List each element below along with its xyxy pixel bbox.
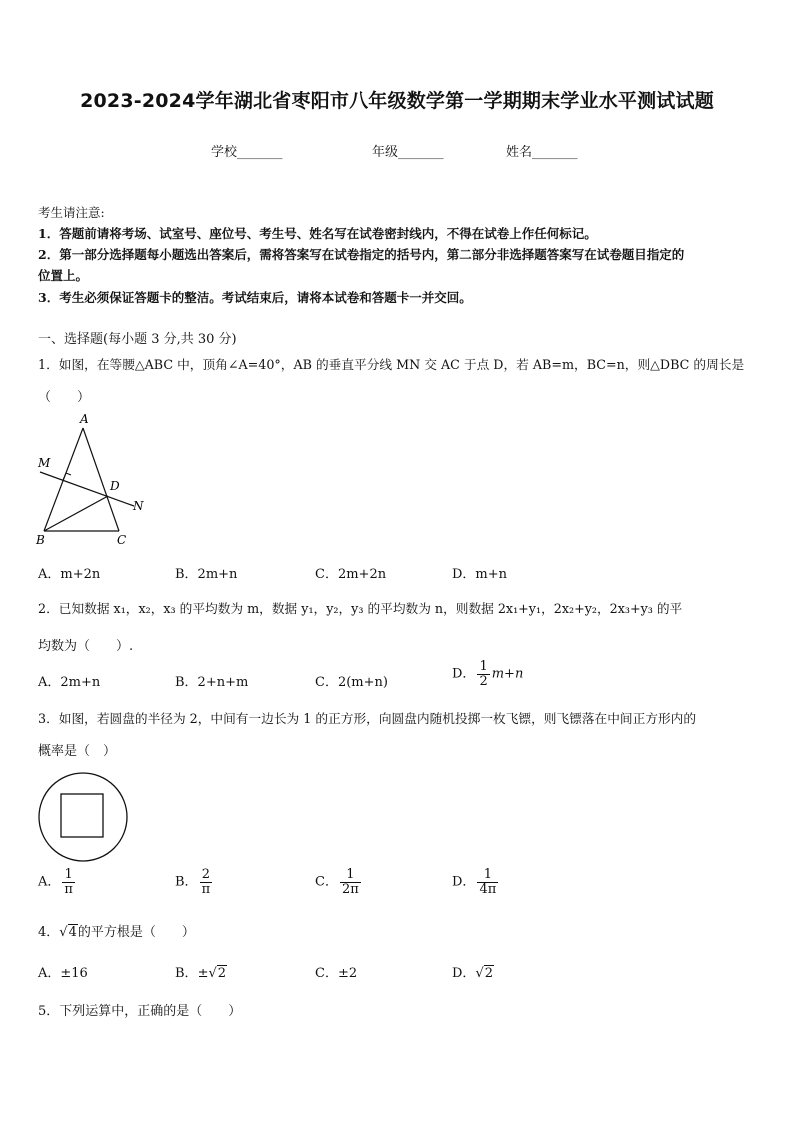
label-A: A	[80, 412, 89, 426]
q2-option-d	[452, 660, 523, 688]
q1-option-c: C．2m+2n	[315, 567, 387, 582]
question-3-text: 3．如图，若圆盘的半径为 2，中间有一边长为 1 的正方形，向圆盘内随机投掷一枚飞镖，则飞镖落在中间正方形内的	[38, 711, 696, 726]
notice-heading: 考生请注意:	[38, 205, 105, 220]
question-4-text	[38, 921, 195, 940]
option-label: B．	[175, 966, 198, 981]
label-D: D	[110, 479, 120, 493]
q2-option-b: B．2+n+m	[175, 675, 249, 690]
notice-item: 3．考生必须保证答题卡的整洁。考试结束后，请将本试卷和答题卡一并交回。	[38, 290, 472, 305]
grade-blank: _______	[398, 145, 444, 160]
sqrt-radicand: 2	[217, 966, 227, 981]
fraction	[200, 868, 213, 896]
notice-item: 1．答题前请将考场、试室号、座位号、考生号、姓名写在试卷密封线内，不得在试卷上作任何标记。	[38, 226, 597, 241]
option-label: D．	[452, 966, 476, 981]
fraction	[62, 868, 75, 896]
q3-option-d	[452, 868, 500, 896]
label-C: C	[117, 533, 127, 547]
denominator: 4π	[479, 881, 497, 897]
question-4-suffix: 的平方根是（ ）	[77, 925, 195, 940]
grade-field	[372, 141, 444, 160]
section-heading: 一、选择题(每小题 3 分,共 30 分)	[38, 332, 237, 347]
q2-option-c: C．2(m+n)	[315, 675, 388, 690]
option-label: A．	[38, 966, 61, 981]
option-label: C．	[315, 966, 338, 981]
question-2-paren: 均数为（ ）.	[38, 639, 134, 654]
school-blank: _______	[237, 145, 283, 160]
q2-option-d-label: D．	[452, 666, 476, 682]
sqrt-symbol: √	[208, 966, 217, 981]
fraction	[477, 868, 498, 896]
numerator: 1	[340, 868, 361, 883]
option-text: ±16	[60, 966, 88, 981]
sqrt-symbol: √	[475, 966, 484, 981]
option-label: D．	[452, 874, 476, 890]
q1-option-d: D．m+n	[452, 567, 508, 582]
page-title: 2023-2024学年湖北省枣阳市八年级数学第一学期期末学业水平测试试题	[80, 90, 714, 112]
option-text: ±	[197, 966, 209, 981]
grade-label: 年级	[372, 145, 399, 160]
numerator: 1	[477, 868, 498, 883]
q2-option-d-tail: m+n	[491, 666, 524, 682]
numerator: 1	[479, 659, 488, 674]
option-label: A．	[38, 874, 61, 890]
denominator: 2	[479, 673, 488, 689]
notice-item: 位置上。	[38, 268, 89, 283]
notice-item: 2．第一部分选择题每小题选出答案后，需将答案写在试卷指定的括号内，第二部分非选择题答案写在试卷题目指定的	[38, 247, 685, 262]
school-label: 学校	[211, 145, 238, 160]
q4-option-a	[38, 962, 88, 981]
sqrt-radicand: 4	[68, 925, 77, 940]
circle-square-figure	[36, 770, 130, 864]
q1-option-a: A．m+2n	[38, 567, 101, 582]
triangle-figure	[30, 410, 150, 550]
q4-option-b	[175, 962, 227, 981]
q3-option-b	[175, 868, 214, 896]
denominator: π	[64, 881, 73, 897]
name-blank: _______	[532, 145, 578, 160]
fraction	[340, 868, 361, 896]
question-2-text: 2．已知数据 x₁，x₂，x₃ 的平均数为 m，数据 y₁，y₂，y₃ 的平均数为 n，则数据 2x₁+y₁，2x₂+y₂，2x₃+y₃ 的平	[38, 601, 683, 616]
label-N: N	[133, 499, 144, 513]
denominator: π	[201, 881, 211, 897]
numerator: 1	[62, 868, 75, 883]
question-1-text: 1．如图，在等腰△ABC 中，顶角∠A=40°，AB 的垂直平分线 MN 交 AC 于点 D，若 AB=m，BC=n，则△DBC 的周长是	[38, 357, 745, 372]
name-field	[506, 141, 578, 160]
q4-option-c	[315, 962, 357, 981]
option-text: ±2	[337, 966, 358, 981]
name-label: 姓名	[506, 145, 533, 160]
q3-option-a	[38, 868, 77, 896]
label-B: B	[36, 533, 45, 547]
option-label: B．	[175, 874, 198, 890]
question-number: 4．	[38, 925, 60, 940]
numerator: 2	[200, 868, 213, 883]
question-3-paren: 概率是（ ）	[38, 744, 117, 759]
label-M: M	[38, 456, 51, 470]
option-label: C．	[315, 874, 338, 890]
question-5-text: 5．下列运算中，正确的是（ ）	[38, 1004, 242, 1019]
sqrt-symbol: √	[59, 925, 68, 940]
question-1-paren: （ ）	[38, 390, 91, 405]
sqrt-radicand: 2	[484, 966, 494, 981]
q1-option-b: B．2m+n	[175, 567, 238, 582]
q2-option-a: A．2m+n	[38, 675, 101, 690]
q4-option-d	[452, 962, 494, 981]
fraction	[477, 660, 489, 688]
q3-option-c	[315, 868, 363, 896]
school-field	[211, 141, 283, 160]
denominator: 2π	[341, 881, 359, 897]
